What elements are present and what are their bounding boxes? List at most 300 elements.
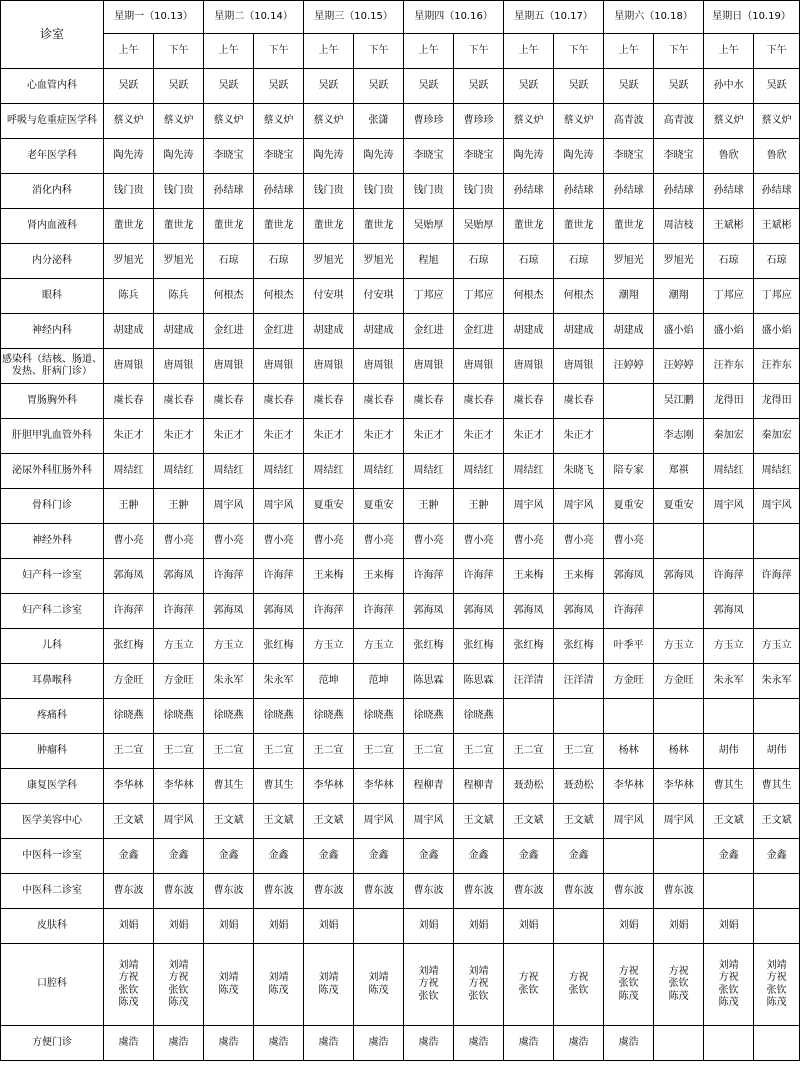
doctor-cell: 曹东波	[304, 874, 354, 909]
doctor-cell: 张红梅	[254, 629, 304, 664]
doctor-cell: 虞浩	[404, 1026, 454, 1061]
doctor-cell: 鲁欣	[754, 139, 800, 174]
doctor-cell: 金红进	[204, 314, 254, 349]
doctor-cell: 蔡义炉	[704, 104, 754, 139]
day-date: （10.14）	[244, 10, 293, 22]
doctor-cell: 虞浩	[154, 1026, 204, 1061]
doctor-cell: 朱正才	[404, 419, 454, 454]
doctor-cell: 王文斌	[504, 804, 554, 839]
doctor-cell: 方祝 张钦	[554, 944, 604, 1026]
table-row	[1, 419, 800, 454]
doctor-cell: 许海萍	[304, 594, 354, 629]
doctor-cell: 金鑫	[254, 839, 304, 874]
doctor-cell: 李晓宝	[604, 139, 654, 174]
table-row	[1, 69, 800, 104]
doctor-cell: 蔡义炉	[554, 104, 604, 139]
doctor-cell: 周结红	[104, 454, 154, 489]
doctor-cell: 虞浩	[304, 1026, 354, 1061]
doctor-cell: 聂劲松	[554, 769, 604, 804]
doctor-cell: 周宇风	[554, 489, 604, 524]
doctor-cell: 范坤	[304, 664, 354, 699]
header-ampm-row	[1, 34, 800, 69]
doctor-cell: 孙结球	[654, 174, 704, 209]
doctor-cell: 胡伟	[704, 734, 754, 769]
doctor-cell	[754, 524, 800, 559]
doctor-cell: 曹小亮	[204, 524, 254, 559]
doctor-cell: 付安琪	[354, 279, 404, 314]
pm-header: 下午	[154, 34, 204, 69]
doctor-cell: 张红梅	[104, 629, 154, 664]
doctor-cell: 吴跃	[254, 69, 304, 104]
doctor-cell: 董世龙	[504, 209, 554, 244]
doctor-cell	[354, 909, 404, 944]
department-name: 神经内科	[1, 314, 104, 349]
doctor-cell: 周宇风	[254, 489, 304, 524]
doctor-cell: 虞长春	[104, 384, 154, 419]
department-name: 耳鼻喉科	[1, 664, 104, 699]
doctor-cell: 唐周银	[554, 349, 604, 384]
doctor-cell: 王二宣	[554, 734, 604, 769]
doctor-cell: 王翀	[104, 489, 154, 524]
doctor-cell: 王二宣	[354, 734, 404, 769]
doctor-cell: 虞长春	[404, 384, 454, 419]
doctor-cell: 李晓宝	[404, 139, 454, 174]
doctor-cell: 朱正才	[254, 419, 304, 454]
doctor-cell: 刘靖 方祝 张钦	[404, 944, 454, 1026]
doctor-cell: 秦加宏	[754, 419, 800, 454]
doctor-cell: 张红梅	[454, 629, 504, 664]
doctor-cell: 陶先涛	[104, 139, 154, 174]
doctor-cell: 金鑫	[154, 839, 204, 874]
day-date: （10.19）	[742, 10, 791, 22]
doctor-cell: 杨林	[654, 734, 704, 769]
doctor-cell: 王二宣	[104, 734, 154, 769]
department-name: 妇产科一诊室	[1, 559, 104, 594]
doctor-cell: 金鑫	[404, 839, 454, 874]
doctor-cell: 王二宣	[254, 734, 304, 769]
doctor-cell: 郭海凤	[254, 594, 304, 629]
doctor-cell: 何根杰	[504, 279, 554, 314]
doctor-cell: 周结红	[754, 454, 800, 489]
doctor-cell: 朱正才	[354, 419, 404, 454]
doctor-cell: 何根杰	[204, 279, 254, 314]
doctor-cell: 曹小亮	[304, 524, 354, 559]
doctor-cell	[754, 699, 800, 734]
doctor-cell: 刘娟	[404, 909, 454, 944]
doctor-cell: 刘娟	[454, 909, 504, 944]
doctor-cell: 蔡义炉	[754, 104, 800, 139]
doctor-cell: 董世龙	[304, 209, 354, 244]
doctor-cell: 陶先涛	[554, 139, 604, 174]
doctor-cell: 周结红	[354, 454, 404, 489]
doctor-cell: 刘靖 方祝 张钦 陈茂	[754, 944, 800, 1026]
doctor-cell: 吴跃	[754, 69, 800, 104]
doctor-cell: 朱晓飞	[554, 454, 604, 489]
department-name: 神经外科	[1, 524, 104, 559]
doctor-cell: 曹小亮	[104, 524, 154, 559]
department-name: 肝胆甲乳血管外科	[1, 419, 104, 454]
doctor-cell: 朱正才	[304, 419, 354, 454]
doctor-cell	[604, 699, 654, 734]
table-row	[1, 769, 800, 804]
table-row	[1, 1026, 800, 1061]
doctor-cell: 李华林	[354, 769, 404, 804]
doctor-cell: 徐晓燕	[154, 699, 204, 734]
doctor-cell: 虞浩	[204, 1026, 254, 1061]
doctor-cell: 吴贻厚	[454, 209, 504, 244]
doctor-cell: 石琼	[504, 244, 554, 279]
doctor-cell: 唐周银	[254, 349, 304, 384]
doctor-cell: 朱正才	[454, 419, 504, 454]
doctor-cell	[604, 384, 654, 419]
table-row	[1, 664, 800, 699]
am-header: 上午	[404, 34, 454, 69]
doctor-cell: 曹东波	[204, 874, 254, 909]
day-header	[604, 1, 704, 34]
doctor-cell: 周结红	[704, 454, 754, 489]
doctor-cell	[704, 1026, 754, 1061]
department-name: 眼科	[1, 279, 104, 314]
doctor-cell: 王二宣	[304, 734, 354, 769]
department-name: 泌尿外科肛肠外科	[1, 454, 104, 489]
doctor-cell: 吴跃	[504, 69, 554, 104]
day-header	[204, 1, 304, 34]
doctor-cell	[754, 909, 800, 944]
doctor-cell: 汪洋清	[504, 664, 554, 699]
doctor-cell: 郑祺	[654, 454, 704, 489]
table-row	[1, 244, 800, 279]
doctor-cell	[654, 524, 704, 559]
doctor-cell: 吴跃	[454, 69, 504, 104]
doctor-cell: 董世龙	[104, 209, 154, 244]
doctor-cell: 周结红	[504, 454, 554, 489]
doctor-cell: 虞长春	[454, 384, 504, 419]
am-header: 上午	[104, 34, 154, 69]
doctor-cell: 孙结球	[704, 174, 754, 209]
doctor-cell: 吴贻厚	[404, 209, 454, 244]
doctor-cell: 孙结球	[554, 174, 604, 209]
doctor-cell: 胡建成	[154, 314, 204, 349]
department-name: 康复医学科	[1, 769, 104, 804]
department-name: 肾内血液科	[1, 209, 104, 244]
doctor-cell: 吴跃	[654, 69, 704, 104]
doctor-cell: 周宇风	[754, 489, 800, 524]
doctor-cell: 董世龙	[204, 209, 254, 244]
doctor-cell: 胡建成	[604, 314, 654, 349]
doctor-cell: 吴跃	[304, 69, 354, 104]
doctor-cell: 郭海凤	[554, 594, 604, 629]
doctor-cell: 石琼	[254, 244, 304, 279]
table-row	[1, 909, 800, 944]
doctor-cell: 徐晓燕	[204, 699, 254, 734]
doctor-cell: 曹其生	[204, 769, 254, 804]
doctor-cell: 王二宣	[504, 734, 554, 769]
doctor-cell: 王文斌	[254, 804, 304, 839]
doctor-cell	[754, 874, 800, 909]
doctor-cell: 王来梅	[554, 559, 604, 594]
doctor-cell: 周结红	[154, 454, 204, 489]
doctor-cell: 虞长春	[154, 384, 204, 419]
doctor-cell: 王二宣	[204, 734, 254, 769]
doctor-cell: 方玉立	[204, 629, 254, 664]
doctor-cell: 孙结球	[504, 174, 554, 209]
doctor-cell: 汪婷婷	[604, 349, 654, 384]
doctor-cell: 董世龙	[554, 209, 604, 244]
doctor-cell: 杨林	[604, 734, 654, 769]
doctor-cell: 陶先涛	[504, 139, 554, 174]
doctor-cell: 王斌彬	[704, 209, 754, 244]
doctor-cell: 陶先涛	[154, 139, 204, 174]
doctor-cell: 孙结球	[754, 174, 800, 209]
doctor-cell: 周宇风	[404, 804, 454, 839]
doctor-cell: 许海萍	[754, 559, 800, 594]
doctor-cell: 刘靖 方祝 张钦	[454, 944, 504, 1026]
doctor-cell: 方祝 张钦 陈茂	[604, 944, 654, 1026]
doctor-cell: 盛小焰	[754, 314, 800, 349]
doctor-cell: 周结红	[454, 454, 504, 489]
doctor-cell: 曹东波	[504, 874, 554, 909]
am-header: 上午	[504, 34, 554, 69]
doctor-cell: 王文斌	[104, 804, 154, 839]
doctor-cell	[654, 594, 704, 629]
pm-header: 下午	[454, 34, 504, 69]
doctor-cell: 龙得田	[754, 384, 800, 419]
doctor-cell: 王二宣	[454, 734, 504, 769]
department-name: 内分泌科	[1, 244, 104, 279]
doctor-cell: 金鑫	[104, 839, 154, 874]
doctor-cell: 刘娟	[604, 909, 654, 944]
doctor-cell: 刘靖 方祝 张钦 陈茂	[154, 944, 204, 1026]
doctor-cell: 许海萍	[454, 559, 504, 594]
doctor-cell: 吴跃	[354, 69, 404, 104]
doctor-cell: 周结红	[304, 454, 354, 489]
doctor-cell: 周宇风	[504, 489, 554, 524]
doctor-cell: 范坤	[354, 664, 404, 699]
doctor-cell: 许海萍	[704, 559, 754, 594]
day-date: （10.18）	[644, 10, 693, 22]
doctor-cell: 孙结球	[604, 174, 654, 209]
doctor-cell: 刘靖 陈茂	[254, 944, 304, 1026]
am-header: 上午	[304, 34, 354, 69]
doctor-cell: 陶先涛	[304, 139, 354, 174]
doctor-cell: 王二宣	[154, 734, 204, 769]
table-row	[1, 139, 800, 174]
doctor-cell: 刘娟	[654, 909, 704, 944]
doctor-cell: 金鑫	[304, 839, 354, 874]
doctor-cell: 虞长春	[204, 384, 254, 419]
table-row	[1, 279, 800, 314]
doctor-cell: 夏重安	[354, 489, 404, 524]
doctor-cell: 许海萍	[154, 594, 204, 629]
doctor-cell: 曹小亮	[254, 524, 304, 559]
doctor-cell: 周宇风	[654, 804, 704, 839]
pm-header: 下午	[354, 34, 404, 69]
department-name: 中医科二诊室	[1, 874, 104, 909]
day-name: 星期五	[514, 10, 545, 22]
doctor-cell: 曹小亮	[604, 524, 654, 559]
doctor-cell: 金红进	[254, 314, 304, 349]
department-name: 肿瘤科	[1, 734, 104, 769]
doctor-cell: 朱永军	[204, 664, 254, 699]
table-row	[1, 944, 800, 1026]
doctor-cell: 朱正才	[504, 419, 554, 454]
doctor-cell: 曹小亮	[554, 524, 604, 559]
doctor-cell: 曹东波	[554, 874, 604, 909]
doctor-cell: 方祝 张钦	[504, 944, 554, 1026]
doctor-cell: 王来梅	[504, 559, 554, 594]
doctor-cell: 曹小亮	[354, 524, 404, 559]
am-header: 上午	[704, 34, 754, 69]
doctor-cell: 王文斌	[704, 804, 754, 839]
doctor-cell: 石琼	[554, 244, 604, 279]
doctor-cell: 金鑫	[454, 839, 504, 874]
doctor-cell: 孙结球	[204, 174, 254, 209]
doctor-cell	[604, 839, 654, 874]
doctor-cell: 金鑫	[504, 839, 554, 874]
day-header	[104, 1, 204, 34]
doctor-cell: 陈兵	[104, 279, 154, 314]
department-name: 口腔科	[1, 944, 104, 1026]
doctor-cell: 许海萍	[404, 559, 454, 594]
doctor-cell: 朱正才	[554, 419, 604, 454]
doctor-cell: 金红进	[454, 314, 504, 349]
doctor-cell: 周宇风	[604, 804, 654, 839]
doctor-cell: 曹小亮	[454, 524, 504, 559]
doctor-cell: 吴跃	[204, 69, 254, 104]
doctor-cell: 钱门贵	[104, 174, 154, 209]
doctor-cell: 曹东波	[654, 874, 704, 909]
department-name: 胃肠胸外科	[1, 384, 104, 419]
doctor-cell: 徐晓燕	[254, 699, 304, 734]
doctor-cell: 蔡义炉	[104, 104, 154, 139]
pm-header: 下午	[554, 34, 604, 69]
day-header	[504, 1, 604, 34]
doctor-cell: 曹东波	[454, 874, 504, 909]
doctor-cell: 罗旭光	[104, 244, 154, 279]
doctor-cell	[754, 1026, 800, 1061]
doctor-cell: 李华林	[654, 769, 704, 804]
doctor-cell: 方玉立	[354, 629, 404, 664]
department-name: 骨科门诊	[1, 489, 104, 524]
day-name: 星期日	[712, 10, 743, 22]
doctor-cell: 方玉立	[304, 629, 354, 664]
table-row	[1, 839, 800, 874]
table-row	[1, 489, 800, 524]
doctor-cell	[704, 524, 754, 559]
table-row	[1, 454, 800, 489]
doctor-cell: 鲁欣	[704, 139, 754, 174]
doctor-cell: 钱门贵	[354, 174, 404, 209]
doctor-cell: 唐周银	[354, 349, 404, 384]
doctor-cell: 许海萍	[354, 594, 404, 629]
doctor-cell: 张潇	[354, 104, 404, 139]
doctor-cell: 虞浩	[104, 1026, 154, 1061]
doctor-cell: 唐周银	[404, 349, 454, 384]
doctor-cell: 蔡义炉	[254, 104, 304, 139]
doctor-cell: 胡建成	[354, 314, 404, 349]
doctor-cell: 刘娟	[204, 909, 254, 944]
doctor-cell: 刘娟	[304, 909, 354, 944]
doctor-cell: 李华林	[304, 769, 354, 804]
doctor-cell: 曹东波	[604, 874, 654, 909]
department-name: 疼痛科	[1, 699, 104, 734]
doctor-cell: 胡建成	[104, 314, 154, 349]
doctor-cell: 王文斌	[754, 804, 800, 839]
doctor-cell: 吴跃	[554, 69, 604, 104]
doctor-cell: 金鑫	[754, 839, 800, 874]
doctor-cell: 孙中水	[704, 69, 754, 104]
doctor-cell: 朱正才	[154, 419, 204, 454]
doctor-cell: 刘靖 方祝 张钦 陈茂	[704, 944, 754, 1026]
doctor-cell: 朱永军	[254, 664, 304, 699]
doctor-cell: 潮翔	[654, 279, 704, 314]
doctor-cell: 王二宣	[404, 734, 454, 769]
department-name: 呼吸与危重症医学科	[1, 104, 104, 139]
doctor-cell: 刘娟	[104, 909, 154, 944]
doctor-cell: 曹东波	[154, 874, 204, 909]
department-name: 妇产科二诊室	[1, 594, 104, 629]
doctor-cell: 胡建成	[554, 314, 604, 349]
doctor-cell	[754, 594, 800, 629]
doctor-cell: 郭海凤	[204, 594, 254, 629]
doctor-cell: 何根杰	[554, 279, 604, 314]
doctor-cell: 王翀	[154, 489, 204, 524]
doctor-cell: 董世龙	[354, 209, 404, 244]
doctor-cell: 曹其生	[704, 769, 754, 804]
doctor-cell: 夏重安	[304, 489, 354, 524]
day-date: （10.17）	[544, 10, 593, 22]
doctor-cell: 曹东波	[254, 874, 304, 909]
doctor-cell: 吴江鹏	[654, 384, 704, 419]
doctor-cell: 吴跃	[104, 69, 154, 104]
doctor-cell: 王文斌	[554, 804, 604, 839]
doctor-cell: 周宇风	[154, 804, 204, 839]
doctor-cell: 胡建成	[304, 314, 354, 349]
header-days-row	[1, 1, 800, 34]
doctor-cell: 郭海凤	[454, 594, 504, 629]
doctor-cell: 唐周银	[204, 349, 254, 384]
doctor-cell: 钱门贵	[304, 174, 354, 209]
doctor-cell: 曹东波	[404, 874, 454, 909]
doctor-cell: 叶季平	[604, 629, 654, 664]
doctor-cell: 陈思霖	[404, 664, 454, 699]
doctor-cell: 金鑫	[704, 839, 754, 874]
doctor-cell: 唐周银	[104, 349, 154, 384]
doctor-cell: 方金旺	[104, 664, 154, 699]
doctor-cell: 曹小亮	[404, 524, 454, 559]
doctor-cell: 方祝 张钦 陈茂	[654, 944, 704, 1026]
doctor-cell: 郭海凤	[604, 559, 654, 594]
doctor-cell: 刘娟	[704, 909, 754, 944]
doctor-cell: 方玉立	[704, 629, 754, 664]
doctor-cell: 朱正才	[104, 419, 154, 454]
doctor-cell: 金红进	[404, 314, 454, 349]
doctor-cell	[504, 699, 554, 734]
doctor-cell: 胡建成	[504, 314, 554, 349]
table-row	[1, 104, 800, 139]
doctor-cell: 王来梅	[354, 559, 404, 594]
schedule-body	[1, 69, 800, 1061]
doctor-cell: 郭海凤	[504, 594, 554, 629]
doctor-cell: 罗旭光	[304, 244, 354, 279]
doctor-cell: 李华林	[604, 769, 654, 804]
doctor-cell: 虞长春	[254, 384, 304, 419]
table-row	[1, 629, 800, 664]
doctor-cell	[704, 699, 754, 734]
doctor-cell: 王文斌	[454, 804, 504, 839]
doctor-cell	[654, 1026, 704, 1061]
doctor-cell: 虞长春	[354, 384, 404, 419]
